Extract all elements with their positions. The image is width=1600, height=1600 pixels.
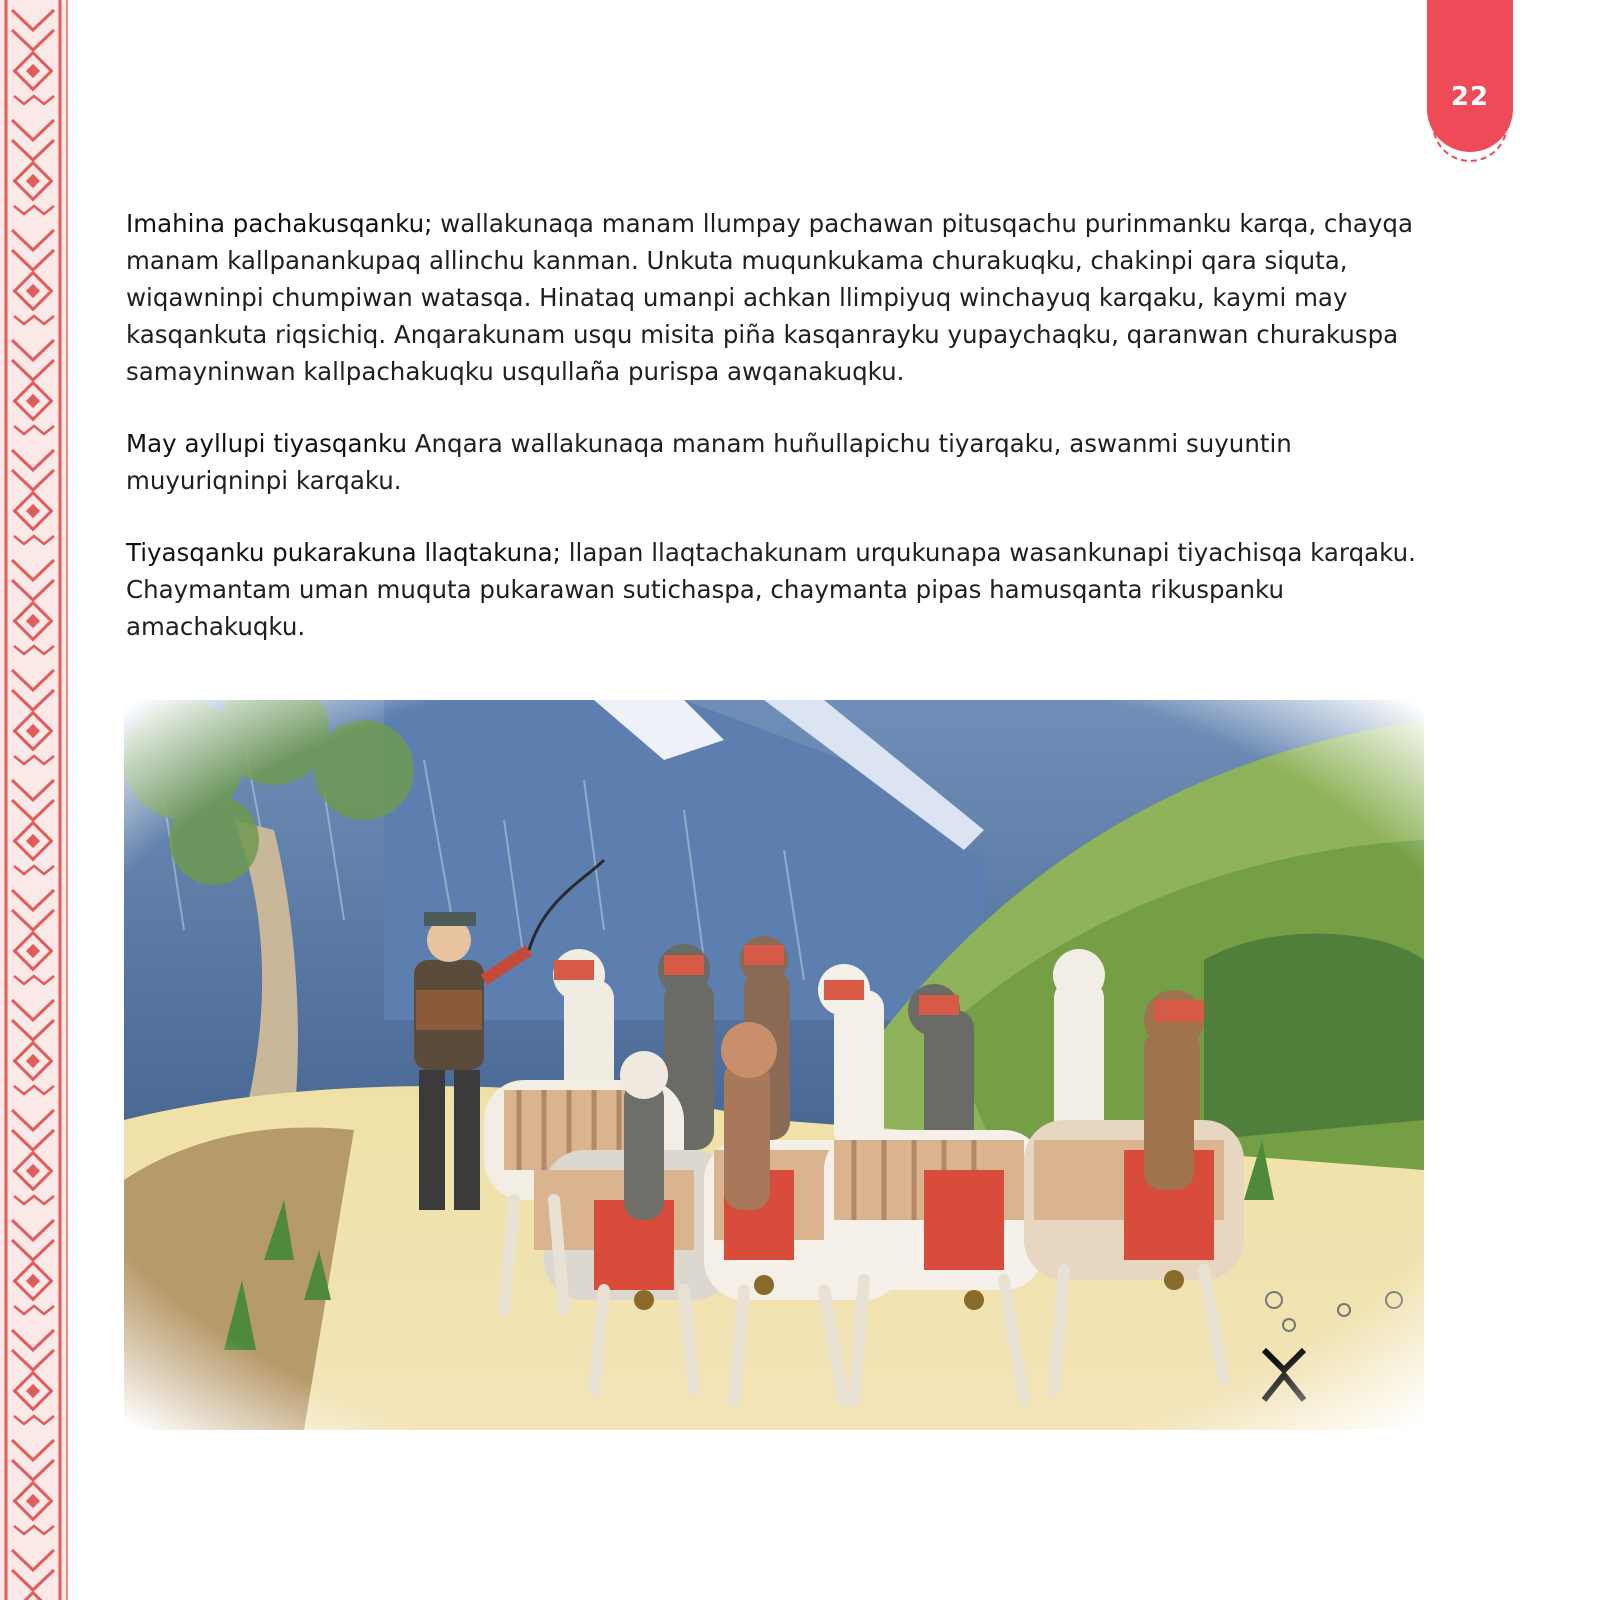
llama-caravan-illustration [124, 700, 1424, 1430]
paragraph-1-body: wallakunaqa manam llumpay pachawan pitusqachu purinmanku karqa, chayqa manam kallpanankupaq allinchu kanman. Unkuta muqunkukama churakuqku, chakinpi qara siquta, wiqawninpi chumpiwan watasqa. Hinataq umanpi achkan llimpiyuq winchayuq karqaku, kaymi may kasqankuta riqsichiq. Anqarakunam usqu misita piña kasqanrayku yupaychaqku, qaranwan churakuspa samayninwan kallpachakuqku usqullaña purispa awqanakuqku. [126, 209, 1414, 386]
page-number: 22 [1450, 82, 1490, 112]
paragraph-3 [126, 534, 1426, 645]
paragraph-1 [126, 205, 1426, 390]
paragraph-2-lead: May ayllupi tiyasqanku [126, 429, 407, 458]
andean-pattern-icon [0, 0, 66, 1600]
paragraph-2-body: Anqara wallakunaqa manam huñullapichu tiyarqaku, aswanmi suyuntin muyuriqninpi karqaku. [126, 429, 1292, 495]
llama-caravan-image [124, 700, 1424, 1430]
page-number-tab [1427, 0, 1513, 152]
paragraph-2 [126, 425, 1426, 499]
paragraph-3-body: llapan llaqtachakunam urqukunapa wasankunapi tiyachisqa karqaku. Chaymantam uman muquta pukarawan sutichaspa, chaymanta pipas hamusqanta rikuspanku amachakuqku. [126, 538, 1416, 641]
text-content [126, 205, 1426, 680]
paragraph-3-lead: Tiyasqanku pukarakuna llaqtakuna; [126, 538, 561, 567]
paragraph-1-lead: Imahina pachakusqanku; [126, 209, 433, 238]
decorative-border [0, 0, 68, 1600]
